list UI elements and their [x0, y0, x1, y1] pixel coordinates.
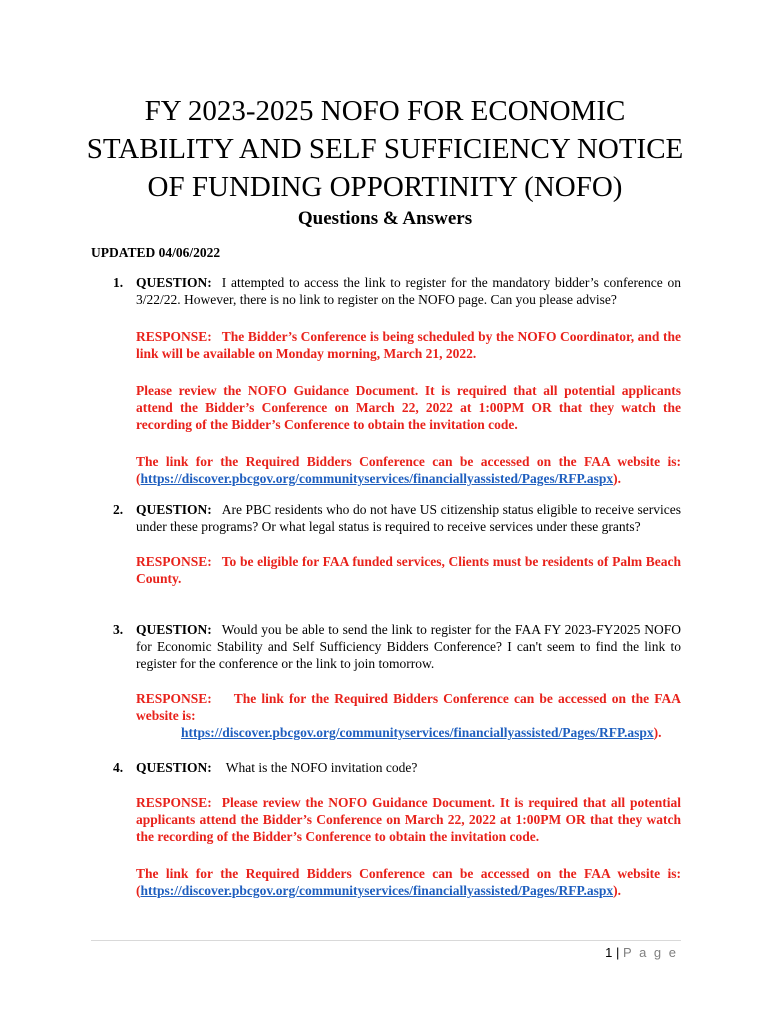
title-line-1: FY 2023-2025 NOFO FOR ECONOMIC [144, 95, 626, 127]
question-label: QUESTION: [136, 275, 212, 290]
question-text: QUESTION: What is the NOFO invitation code? [136, 760, 418, 775]
page-number: 1 [605, 945, 613, 960]
qa-item-3 [91, 621, 681, 741]
updated-date: UPDATED 04/06/2022 [91, 245, 221, 260]
item-number: 3. [113, 622, 124, 637]
question-label: QUESTION: [136, 760, 212, 775]
subtitle: Questions & Answers [297, 208, 473, 229]
item-number: 4. [113, 760, 124, 775]
response-label: RESPONSE: [136, 691, 212, 706]
rfp-link[interactable]: https://discover.pbcgov.org/communityservices/financiallyassisted/Pages/RFP.aspx [181, 725, 654, 740]
footer-separator: | [616, 945, 620, 960]
question-label: QUESTION: [136, 622, 212, 637]
qa-item-2 [91, 501, 681, 587]
document-title [60, 92, 710, 206]
rfp-link[interactable]: https://discover.pbcgov.org/communityservices/financiallyassisted/Pages/RFP.aspx [140, 471, 614, 486]
page-footer [605, 945, 678, 960]
response-paragraph: Please review the NOFO Guidance Document. It is required that all potential applicants attend the Bidder’s Conference on March 22, 2022 at 1:00PM OR that they watch the recording of the Bidder’s Conference to obtain the invitation code. [136, 383, 681, 432]
response-link-paragraph: The link for the Required Bidders Conference can be accessed on the FAA website is: (https://discover.pbcgov.org/communityservices/financiallyassisted/Pages/RFP.aspx). [136, 866, 681, 898]
question-label: QUESTION: [136, 502, 212, 517]
title-line-3: OF FUNDING OPPORTINITY (NOFO) [147, 171, 623, 203]
qa-item-4 [91, 759, 681, 899]
response-label: RESPONSE: [136, 795, 212, 810]
title-line-2: STABILITY AND SELF SUFFICIENCY NOTICE [86, 133, 684, 165]
response-label: RESPONSE: [136, 329, 212, 344]
item-number: 1. [113, 275, 124, 290]
footer-divider [91, 940, 681, 941]
response-text: RESPONSE: Please review the NOFO Guidance Document. It is required that all potential applicants attend the Bidder’s Conference on March 22, 2022 at 1:00PM OR that they watch the recording of the Bidder’s Conference to obtain the invitation code. [136, 795, 681, 844]
response-text: RESPONSE: The Bidder’s Conference is being scheduled by the NOFO Coordinator, and the link will be available on Monday morning, March 21, 2022. [136, 329, 681, 361]
response-text: RESPONSE: The link for the Required Bidders Conference can be accessed on the FAA website is: https://discover.pbcgov.org/communityservices/financiallyassisted/Pages/RFP.aspx). [136, 691, 681, 740]
response-label: RESPONSE: [136, 554, 212, 569]
item-number: 2. [113, 502, 124, 517]
question-text: QUESTION: I attempted to access the link to register for the mandatory bidder’s conference on 3/22/22. However, there is no link to register on the NOFO page. Can you please advise? [136, 275, 681, 307]
question-text: QUESTION: Would you be able to send the link to register for the FAA FY 2023-FY2025 NOFO for Economic Stability and Self Sufficiency Bidders Conference? I can't seem to find the link to register for the conference or the link to join tomorrow. [136, 622, 681, 671]
response-text: RESPONSE: To be eligible for FAA funded services, Clients must be residents of Palm Beach County. [136, 554, 681, 586]
rfp-link[interactable]: https://discover.pbcgov.org/communityservices/financiallyassisted/Pages/RFP.aspx [140, 883, 614, 898]
qa-item-1 [91, 274, 681, 487]
page-word: P a g e [623, 945, 678, 960]
question-text: QUESTION: Are PBC residents who do not have US citizenship status eligible to receive services under these programs? Or what legal status is required to receive services under these grants? [136, 502, 681, 534]
response-link-paragraph: The link for the Required Bidders Conference can be accessed on the FAA website is: (https://discover.pbcgov.org/communityservices/financiallyassisted/Pages/RFP.aspx). [136, 454, 681, 486]
